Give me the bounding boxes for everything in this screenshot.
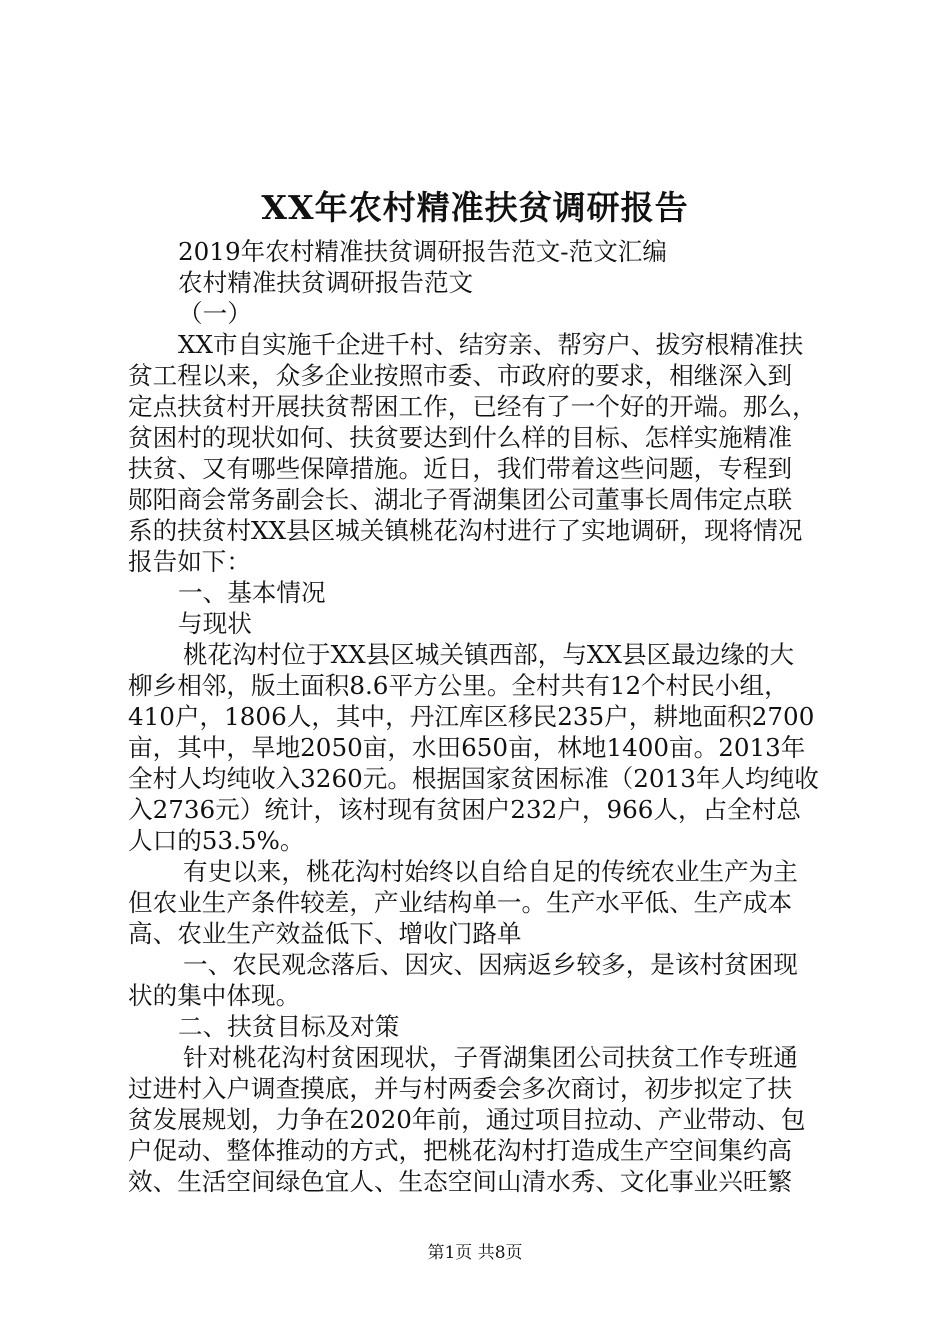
text-line: 农村精准扶贫调研报告范文 [178,268,474,297]
text-line: （一） [178,299,252,328]
text-line: 贫工程以来，众多企业按照市委、市政府的要求，相继深入到 [128,361,793,390]
text-line: 状的集中体现。 [128,981,301,1010]
text-line: 贫困村的现状如何、扶贫要达到什么样的目标、怎样实施精准 [128,423,793,452]
text-line: 针对桃花沟村贫困现状，子胥湖集团公司扶贫工作专班通 [183,1043,798,1072]
text-line: 过进村入户调查摸底，并与村两委会多次商讨，初步拟定了扶 [128,1074,793,1103]
text-line: 报告如下： [128,547,251,576]
text-line: 410户，1806人，其中，丹江库区移民235户，耕地面积2700 [128,702,815,731]
text-line: 2019年农村精准扶贫调研报告范文-范文汇编 [178,237,667,266]
document-body [128,236,834,1197]
text-line: 与现状 [178,609,252,638]
text-line: 一、农民观念落后、因灾、因病返乡较多，是该村贫困现 [183,950,798,979]
text-line: 扶贫、又有哪些保障措施。近日，我们带着这些问题，专程到 [128,454,793,483]
text-line: 亩，其中，旱地2050亩，水田650亩，林地1400亩。2013年 [128,733,806,762]
text-line: XX市自实施千企进千村、结穷亲、帮穷户、拔穷根精准扶 [178,330,804,359]
text-line: 定点扶贫村开展扶贫帮困工作，已经有了一个好的开端。那么， [128,392,817,421]
text-line: 一、基本情况 [178,578,326,607]
text-line: 高、农业生产效益低下、增收门路单 [128,919,522,948]
text-line: 人口的53.5%。 [128,826,305,855]
text-line: 全村人均纯收入3260元。根据国家贫困标准（2013年人均纯收 [128,764,819,793]
document-title: XX年农村精准扶贫调研报告 [261,188,689,227]
text-line: 柳乡相邻，版土面积8.6平方公里。全村共有12个村民小组， [128,671,789,700]
text-line: 有史以来，桃花沟村始终以自给自足的传统农业生产为主 [183,857,798,886]
text-line: 入2736元）统计，该村现有贫困户232户，966人，占全村总 [128,795,801,824]
page-footer: 第1页 共8页 [427,1243,523,1263]
text-line: 贫发展规划，力争在2020年前，通过项目拉动、产业带动、包 [128,1105,806,1134]
text-line: 系的扶贫村XX县区城关镇桃花沟村进行了实地调研，现将情况 [128,516,803,545]
text-line: 二、扶贫目标及对策 [178,1012,400,1041]
text-line: 户促动、整体推动的方式，把桃花沟村打造成生产空间集约高 [128,1136,793,1165]
text-line: 郧阳商会常务副会长、湖北子胥湖集团公司董事长周伟定点联 [128,485,793,514]
text-line: 效、生活空间绿色宜人、生态空间山清水秀、文化事业兴旺繁 [128,1167,793,1196]
text-line: 但农业生产条件较差，产业结构单一。生产水平低、生产成本 [128,888,793,917]
text-line: 桃花沟村位于XX县区城关镇西部，与XX县区最边缘的大 [183,640,795,669]
